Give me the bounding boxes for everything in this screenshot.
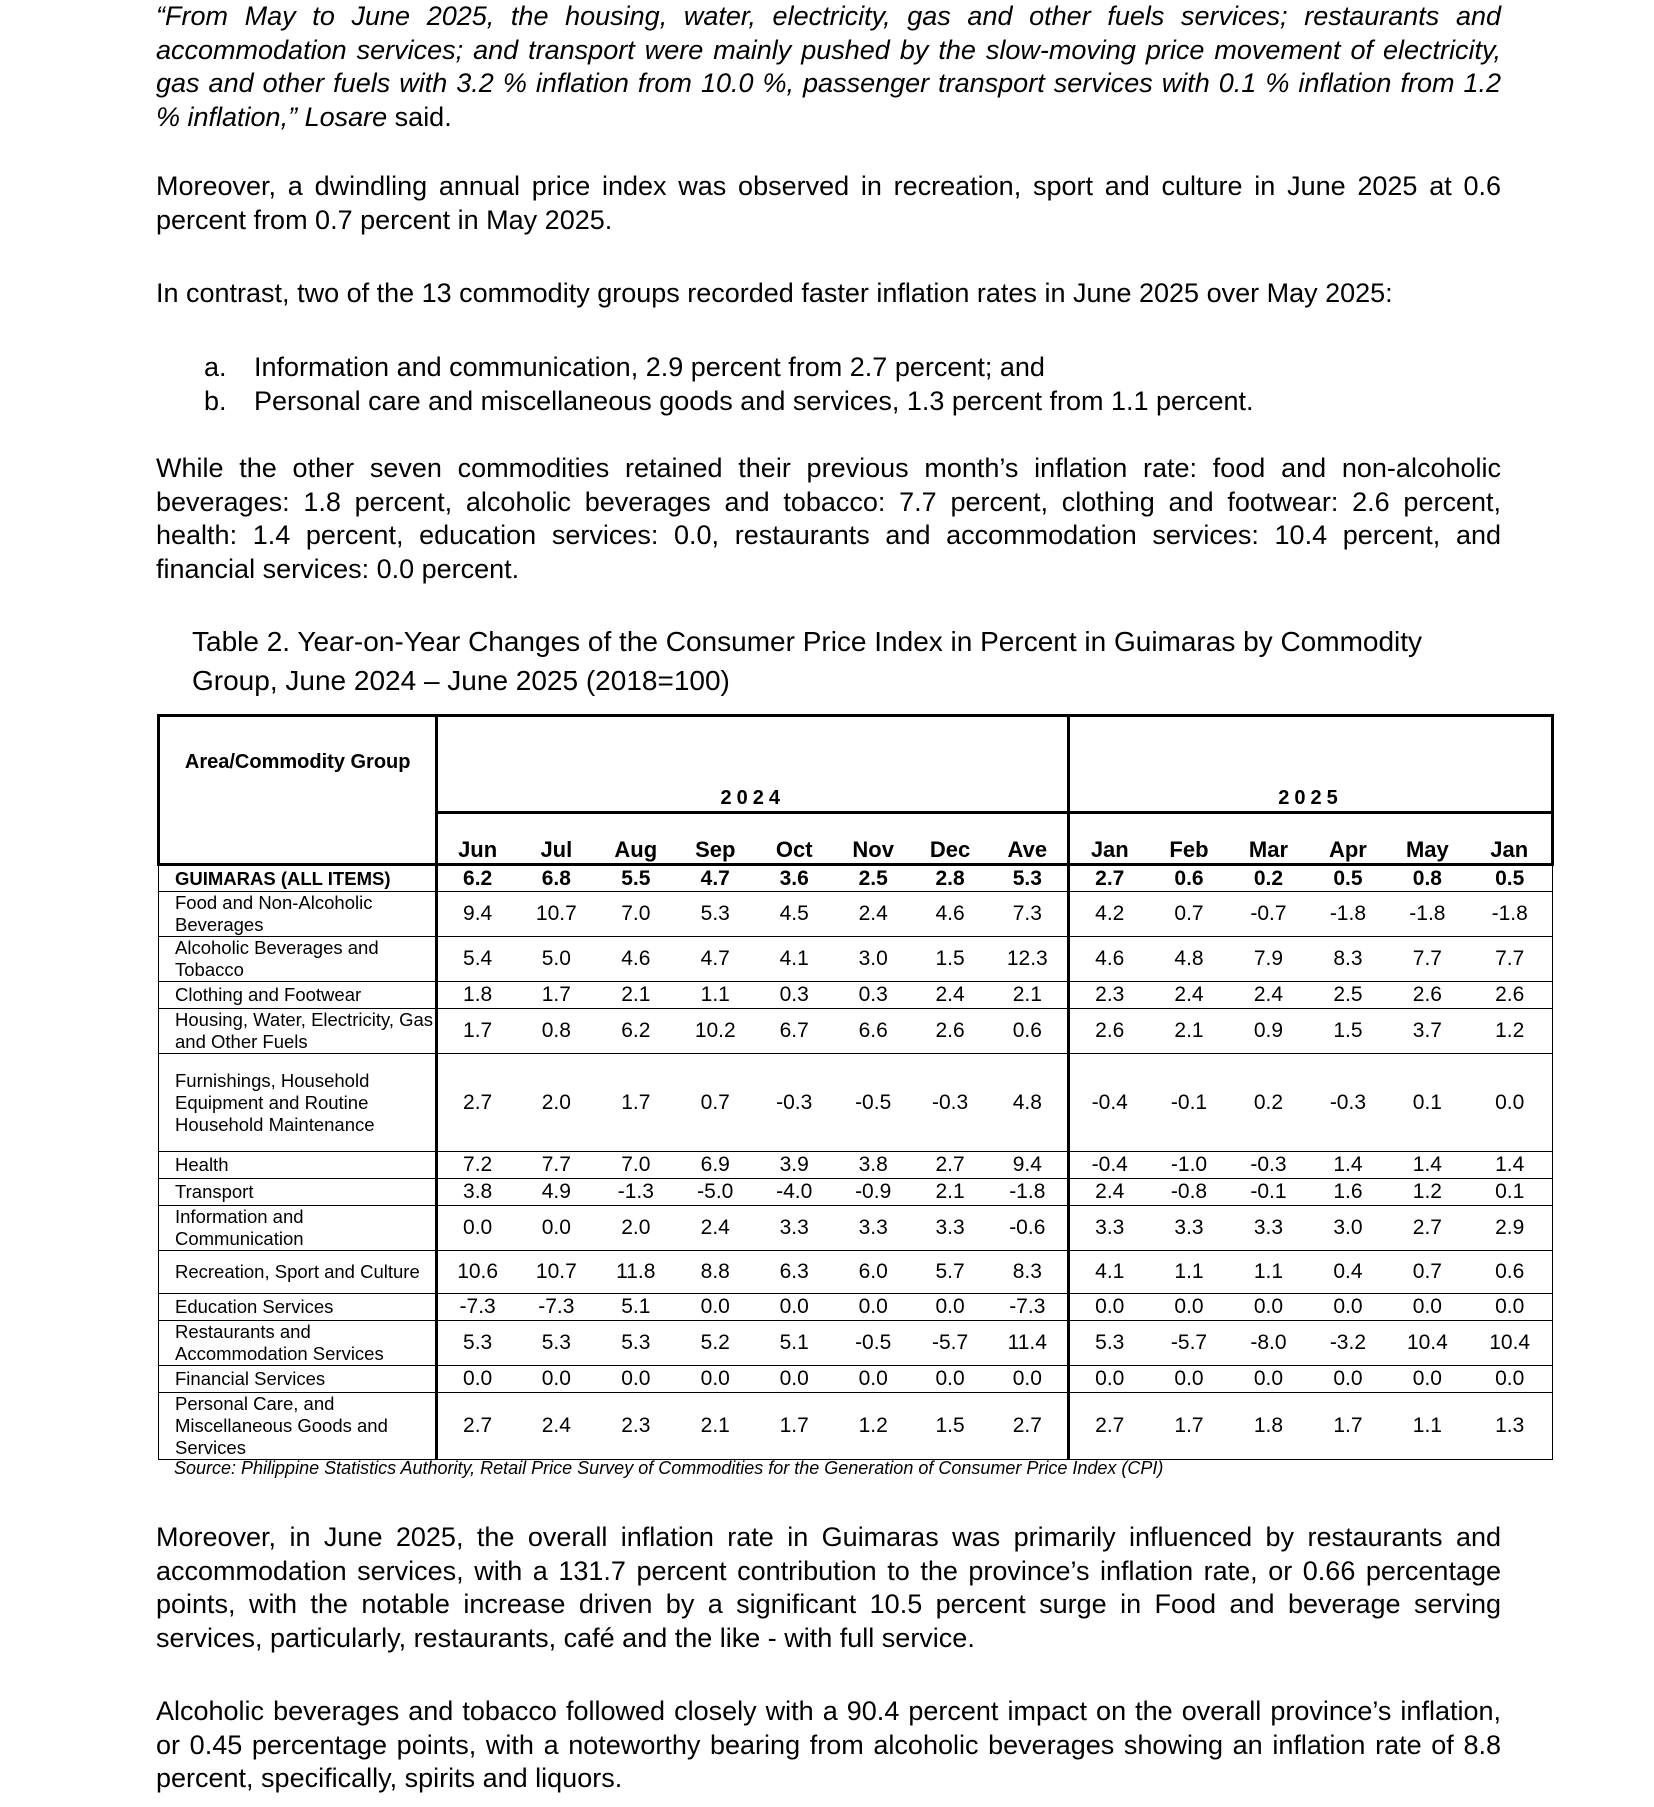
row-label: Recreation, Sport and Culture	[159, 1251, 437, 1294]
table-cell: 6.9	[676, 1152, 755, 1179]
table-row	[159, 1009, 1553, 1054]
table-cell: 6.6	[834, 1009, 913, 1054]
table-cell: 5.0	[517, 937, 596, 982]
table-cell: 2.9	[1467, 1206, 1552, 1251]
table-cell: 5.5	[596, 865, 676, 892]
table-cell: 0.0	[1228, 1294, 1308, 1321]
table-cell: 2.4	[676, 1206, 755, 1251]
year-2025-header: 2025	[1069, 716, 1553, 813]
table-row	[159, 1206, 1553, 1251]
table-cell: 0.6	[1467, 1251, 1552, 1294]
faster-inflation-list	[204, 351, 1254, 418]
table-row	[159, 1366, 1553, 1393]
table-cell: 2.4	[834, 892, 913, 937]
table-cell: 0.0	[517, 1366, 596, 1393]
table-cell: 3.8	[834, 1152, 913, 1179]
table-cell: -0.3	[1308, 1054, 1387, 1152]
table-cell: -1.8	[1387, 892, 1467, 937]
table-cell: 3.9	[755, 1152, 834, 1179]
table-cell: 1.7	[517, 982, 596, 1009]
table-cell: 2.7	[1069, 865, 1150, 892]
table-cell: 2.1	[676, 1393, 755, 1460]
table-cell: -8.0	[1228, 1321, 1308, 1366]
row-label: Health	[159, 1152, 437, 1179]
cpi-table	[157, 714, 1554, 1460]
table-cell: 0.3	[834, 982, 913, 1009]
table-cell: 0.5	[1308, 865, 1387, 892]
list-marker: a.	[204, 352, 227, 382]
table-cell: 4.5	[755, 892, 834, 937]
table-cell: 0.0	[834, 1294, 913, 1321]
table-cell: 0.2	[1228, 1054, 1308, 1152]
table-cell: 5.3	[988, 865, 1069, 892]
table-cell: 4.2	[1069, 892, 1150, 937]
table-body	[159, 865, 1553, 1460]
table-cell: -0.5	[834, 1054, 913, 1152]
table-cell: -0.8	[1150, 1179, 1229, 1206]
table-cell: 10.7	[517, 1251, 596, 1294]
table-cell: -0.3	[913, 1054, 988, 1152]
table-cell: 0.0	[1308, 1294, 1387, 1321]
table-cell: 1.1	[1228, 1251, 1308, 1294]
paragraph-recreation: Moreover, a dwindling annual price index was observed in recreation, sport and culture in June 2025 at 0.6 percent from 0.7 percent in May 2025.	[156, 171, 1501, 235]
table-cell: 0.0	[834, 1366, 913, 1393]
table-cell: 4.7	[676, 937, 755, 982]
table-cell: 0.7	[676, 1054, 755, 1152]
table-cell: 1.7	[437, 1009, 517, 1054]
table-cell: 0.0	[1228, 1366, 1308, 1393]
table-cell: 4.6	[913, 892, 988, 937]
table-cell: 0.0	[988, 1366, 1069, 1393]
table-cell: 2.6	[1069, 1009, 1150, 1054]
table-cell: 0.0	[437, 1366, 517, 1393]
table-cell: 5.3	[517, 1321, 596, 1366]
table-cell: -5.7	[913, 1321, 988, 1366]
table-cell: 1.7	[1308, 1393, 1387, 1460]
month-header: Jan	[1467, 813, 1552, 865]
table-cell: 11.8	[596, 1251, 676, 1294]
table-cell: 1.4	[1387, 1152, 1467, 1179]
table-cell: 10.2	[676, 1009, 755, 1054]
table-cell: 2.1	[988, 982, 1069, 1009]
table-cell: 0.0	[1387, 1366, 1467, 1393]
table-cell: 0.0	[913, 1366, 988, 1393]
table-cell: -1.8	[1308, 892, 1387, 937]
table-cell: 0.0	[1150, 1366, 1229, 1393]
month-header: Mar	[1228, 813, 1308, 865]
table-row	[159, 1294, 1553, 1321]
table-cell: 0.1	[1387, 1054, 1467, 1152]
list-item	[204, 385, 1254, 419]
list-item	[204, 351, 1254, 385]
month-header: Ave	[988, 813, 1069, 865]
month-header: Aug	[596, 813, 676, 865]
table-cell: 5.1	[755, 1321, 834, 1366]
table-cell: 1.8	[437, 982, 517, 1009]
month-header: Jun	[437, 813, 517, 865]
table-cell: 1.1	[1387, 1393, 1467, 1460]
table-cell: 7.7	[1387, 937, 1467, 982]
row-label: GUIMARAS (ALL ITEMS)	[159, 865, 437, 892]
table-cell: 2.1	[913, 1179, 988, 1206]
table-row	[159, 1393, 1553, 1460]
table-cell: -7.3	[437, 1294, 517, 1321]
table-cell: 2.6	[1387, 982, 1467, 1009]
month-header: Sep	[676, 813, 755, 865]
table-cell: 12.3	[988, 937, 1069, 982]
table-cell: 2.4	[913, 982, 988, 1009]
table-cell: 1.5	[1308, 1009, 1387, 1054]
table-cell: 5.3	[596, 1321, 676, 1366]
table-cell: 1.2	[1467, 1009, 1552, 1054]
table-cell: 0.0	[1467, 1294, 1552, 1321]
table-row	[159, 1152, 1553, 1179]
table-cell: 2.8	[913, 865, 988, 892]
table-cell: 0.3	[755, 982, 834, 1009]
table-cell: 8.3	[1308, 937, 1387, 982]
table-cell: 2.1	[596, 982, 676, 1009]
table-cell: 7.0	[596, 1152, 676, 1179]
table-cell: 2.6	[913, 1009, 988, 1054]
table-cell: 2.4	[517, 1393, 596, 1460]
table-cell: -3.2	[1308, 1321, 1387, 1366]
table-cell: 1.7	[755, 1393, 834, 1460]
table-cell: -5.0	[676, 1179, 755, 1206]
paragraph-alcoholic: Alcoholic beverages and tobacco followed closely with a 90.4 percent impact on the overall province’s inflation, or 0.45 percentage points, with a noteworthy bearing from alcoholic beverages showing an inflation rate of 8.8 percent, specifically, spirits and liquors.	[156, 1696, 1501, 1793]
table-cell: 2.4	[1150, 982, 1229, 1009]
month-header: Apr	[1308, 813, 1387, 865]
table-cell: 5.3	[437, 1321, 517, 1366]
table-cell: 0.6	[1150, 865, 1229, 892]
table-cell: 2.7	[437, 1054, 517, 1152]
table-cell: 3.3	[1069, 1206, 1150, 1251]
table-cell: 0.0	[517, 1206, 596, 1251]
paragraph-retained: While the other seven commodities retained their previous month’s inflation rate: food and non-alcoholic beverages: 1.8 percent, alcoholic beverages and tobacco: 7.7 percent, clothing and footwear: 2.6 percent, health: 1.4 percent, education services: 0.0, restaurants and accommodation services: 10.4 percent, and financial services: 0.0 percent.	[156, 453, 1501, 584]
month-header: Jan	[1069, 813, 1150, 865]
table-cell: -0.7	[1228, 892, 1308, 937]
table-cell: 0.0	[1308, 1366, 1387, 1393]
table-cell: -1.8	[1467, 892, 1552, 937]
table-row	[159, 1179, 1553, 1206]
table-cell: 7.7	[1467, 937, 1552, 982]
table-cell: 2.1	[1150, 1009, 1229, 1054]
table-cell: 0.9	[1228, 1009, 1308, 1054]
table-cell: 0.0	[676, 1366, 755, 1393]
quote-speaker: Losare	[304, 101, 388, 132]
quote-verb: said.	[394, 101, 452, 132]
table-cell: 1.1	[1150, 1251, 1229, 1294]
table-cell: 0.0	[437, 1206, 517, 1251]
table-cell: 7.2	[437, 1152, 517, 1179]
table-cell: -1.8	[988, 1179, 1069, 1206]
table-cell: 3.3	[913, 1206, 988, 1251]
table-cell: 1.7	[596, 1054, 676, 1152]
table-cell: 6.8	[517, 865, 596, 892]
row-label: Transport	[159, 1179, 437, 1206]
table-cell: -1.3	[596, 1179, 676, 1206]
table-cell: 0.0	[1467, 1366, 1552, 1393]
row-label: Financial Services	[159, 1366, 437, 1393]
table-cell: 7.7	[517, 1152, 596, 1179]
row-label: Alcoholic Beverages and Tobacco	[159, 937, 437, 982]
table-cell: 0.0	[755, 1294, 834, 1321]
table-cell: 0.1	[1467, 1179, 1552, 1206]
table-cell: 9.4	[988, 1152, 1069, 1179]
list-item-text: Personal care and miscellaneous goods and services, 1.3 percent from 1.1 percent.	[254, 385, 1254, 416]
group-column-header: Area/Commodity Group	[159, 716, 437, 865]
table-cell: -0.6	[988, 1206, 1069, 1251]
table-cell: 4.1	[1069, 1251, 1150, 1294]
table-cell: 0.7	[1150, 892, 1229, 937]
table-cell: 3.8	[437, 1179, 517, 1206]
table-cell: 0.8	[517, 1009, 596, 1054]
table-cell: 4.6	[1069, 937, 1150, 982]
table-cell: 0.0	[755, 1366, 834, 1393]
table-cell: 10.4	[1467, 1321, 1552, 1366]
row-label: Food and Non-Alcoholic Beverages	[159, 892, 437, 937]
row-label: Education Services	[159, 1294, 437, 1321]
month-header: Feb	[1150, 813, 1229, 865]
table-cell: 0.7	[1387, 1251, 1467, 1294]
table-cell: 5.7	[913, 1251, 988, 1294]
row-label: Personal Care, and Miscellaneous Goods and Services	[159, 1393, 437, 1460]
table-cell: 9.4	[437, 892, 517, 937]
table-cell: 5.4	[437, 937, 517, 982]
table-cell: 0.5	[1467, 865, 1552, 892]
table-cell: -1.0	[1150, 1152, 1229, 1179]
row-label: Restaurants and Accommodation Services	[159, 1321, 437, 1366]
table-cell: 0.0	[596, 1366, 676, 1393]
table-cell: 0.0	[1150, 1294, 1229, 1321]
table-cell: 2.3	[1069, 982, 1150, 1009]
table-cell: -5.7	[1150, 1321, 1229, 1366]
table-cell: -0.1	[1228, 1179, 1308, 1206]
table-cell: 4.7	[676, 865, 755, 892]
quote-paragraph	[156, 0, 1501, 134]
table-cell: 3.0	[834, 937, 913, 982]
table-cell: 2.3	[596, 1393, 676, 1460]
table-cell: 4.8	[988, 1054, 1069, 1152]
month-header: Nov	[834, 813, 913, 865]
table-cell: 8.8	[676, 1251, 755, 1294]
table-cell: 10.6	[437, 1251, 517, 1294]
row-label: Clothing and Footwear	[159, 982, 437, 1009]
table-cell: 8.3	[988, 1251, 1069, 1294]
table-cell: 5.2	[676, 1321, 755, 1366]
table-cell: 2.7	[1069, 1393, 1150, 1460]
table-cell: 4.8	[1150, 937, 1229, 982]
table-row	[159, 892, 1553, 937]
table-row-all-items	[159, 865, 1553, 892]
table-cell: 3.7	[1387, 1009, 1467, 1054]
quote-text: “From May to June 2025, the housing, water, electricity, gas and other fuels services; restaurants and accommodation services; and transport were mainly pushed by the slow-moving price movement of electricity, gas and other fuels with 3.2 % inflation from 10.0 %, passenger transport services with 0.1 % inflation from 1.2 % inflation,”	[156, 1, 1501, 132]
month-header: Jul	[517, 813, 596, 865]
table-cell: 1.2	[834, 1393, 913, 1460]
table-cell: 2.4	[1069, 1179, 1150, 1206]
table-cell: 3.3	[1228, 1206, 1308, 1251]
table-row	[159, 937, 1553, 982]
table-cell: 2.0	[596, 1206, 676, 1251]
paragraph-restaurants: Moreover, in June 2025, the overall inflation rate in Guimaras was primarily influenced by restaurants and accommodation services, with a 131.7 percent contribution to the province’s inflation rate, or 0.66 percentage points, with the notable increase driven by a significant 10.5 percent surge in Food and beverage serving services, particularly, restaurants, café and the like - with full service.	[156, 1522, 1501, 1653]
table-cell: -0.3	[755, 1054, 834, 1152]
table-cell: 2.6	[1467, 982, 1552, 1009]
month-header: May	[1387, 813, 1467, 865]
table-row	[159, 1321, 1553, 1366]
table-cell: -0.3	[1228, 1152, 1308, 1179]
table-source: Source: Philippine Statistics Authority, Retail Price Survey of Commodities for the Generation of Consumer Price Index (CPI)	[174, 1458, 1164, 1478]
table-cell: 0.6	[988, 1009, 1069, 1054]
table-cell: -0.4	[1069, 1152, 1150, 1179]
table-cell: 2.7	[988, 1393, 1069, 1460]
table-cell: 1.2	[1387, 1179, 1467, 1206]
row-label: Housing, Water, Electricity, Gas and Other Fuels	[159, 1009, 437, 1054]
table-cell: 0.0	[1467, 1054, 1552, 1152]
table-cell: 0.0	[1069, 1294, 1150, 1321]
table-cell: 7.3	[988, 892, 1069, 937]
table-cell: 7.0	[596, 892, 676, 937]
table-cell: 1.4	[1467, 1152, 1552, 1179]
table-cell: 0.0	[1069, 1366, 1150, 1393]
table-cell: 1.6	[1308, 1179, 1387, 1206]
table-cell: 2.0	[517, 1054, 596, 1152]
table-cell: -7.3	[517, 1294, 596, 1321]
table-cell: 2.7	[913, 1152, 988, 1179]
table-cell: 0.0	[676, 1294, 755, 1321]
paragraph-contrast: In contrast, two of the 13 commodity groups recorded faster inflation rates in June 2025 over May 2025:	[156, 278, 1393, 308]
month-header: Oct	[755, 813, 834, 865]
table-cell: -0.5	[834, 1321, 913, 1366]
table-cell: 1.8	[1228, 1393, 1308, 1460]
table-cell: -0.1	[1150, 1054, 1229, 1152]
table-cell: 5.3	[676, 892, 755, 937]
table-cell: -0.4	[1069, 1054, 1150, 1152]
table-cell: 6.2	[437, 865, 517, 892]
table-cell: 6.3	[755, 1251, 834, 1294]
table-cell: 3.0	[1308, 1206, 1387, 1251]
table-cell: 4.1	[755, 937, 834, 982]
list-marker: b.	[204, 385, 227, 416]
table-cell: 5.3	[1069, 1321, 1150, 1366]
table-cell: 10.4	[1387, 1321, 1467, 1366]
table-cell: -0.9	[834, 1179, 913, 1206]
table-cell: 3.3	[755, 1206, 834, 1251]
table-cell: 4.6	[596, 937, 676, 982]
table-cell: 2.4	[1228, 982, 1308, 1009]
table-cell: 7.9	[1228, 937, 1308, 982]
table-cell: 6.0	[834, 1251, 913, 1294]
table-cell: -7.3	[988, 1294, 1069, 1321]
table-cell: 2.7	[437, 1393, 517, 1460]
list-item-text: Information and communication, 2.9 percent from 2.7 percent; and	[254, 352, 1045, 382]
table-cell: 5.1	[596, 1294, 676, 1321]
table-row	[159, 982, 1553, 1009]
table-cell: 0.2	[1228, 865, 1308, 892]
table-cell: 3.3	[1150, 1206, 1229, 1251]
table-cell: 1.5	[913, 937, 988, 982]
table-cell: 0.0	[913, 1294, 988, 1321]
row-label: Furnishings, Household Equipment and Routine Household Maintenance	[159, 1054, 437, 1152]
table-cell: 0.8	[1387, 865, 1467, 892]
table-cell: 1.3	[1467, 1393, 1552, 1460]
table-cell: 1.5	[913, 1393, 988, 1460]
table-cell: 0.0	[1387, 1294, 1467, 1321]
table-cell: 2.5	[834, 865, 913, 892]
table-row	[159, 1251, 1553, 1294]
table-cell: 1.4	[1308, 1152, 1387, 1179]
row-label: Information and Communication	[159, 1206, 437, 1251]
table-cell: 0.4	[1308, 1251, 1387, 1294]
table-cell: 3.6	[755, 865, 834, 892]
table-cell: 11.4	[988, 1321, 1069, 1366]
year-2024-header: 2024	[437, 716, 1069, 813]
table-cell: 1.7	[1150, 1393, 1229, 1460]
table-cell: 1.1	[676, 982, 755, 1009]
table-cell: 3.3	[834, 1206, 913, 1251]
table-cell: 6.7	[755, 1009, 834, 1054]
month-header: Dec	[913, 813, 988, 865]
table-cell: 10.7	[517, 892, 596, 937]
table-cell: 2.7	[1387, 1206, 1467, 1251]
table-cell: 2.5	[1308, 982, 1387, 1009]
table-cell: -4.0	[755, 1179, 834, 1206]
table-cell: 6.2	[596, 1009, 676, 1054]
table-row	[159, 1054, 1553, 1152]
table-cell: 4.9	[517, 1179, 596, 1206]
table-caption: Table 2. Year-on-Year Changes of the Consumer Price Index in Percent in Guimaras by Commodity Group, June 2024 – June 2025 (2018=100)	[192, 626, 1423, 696]
